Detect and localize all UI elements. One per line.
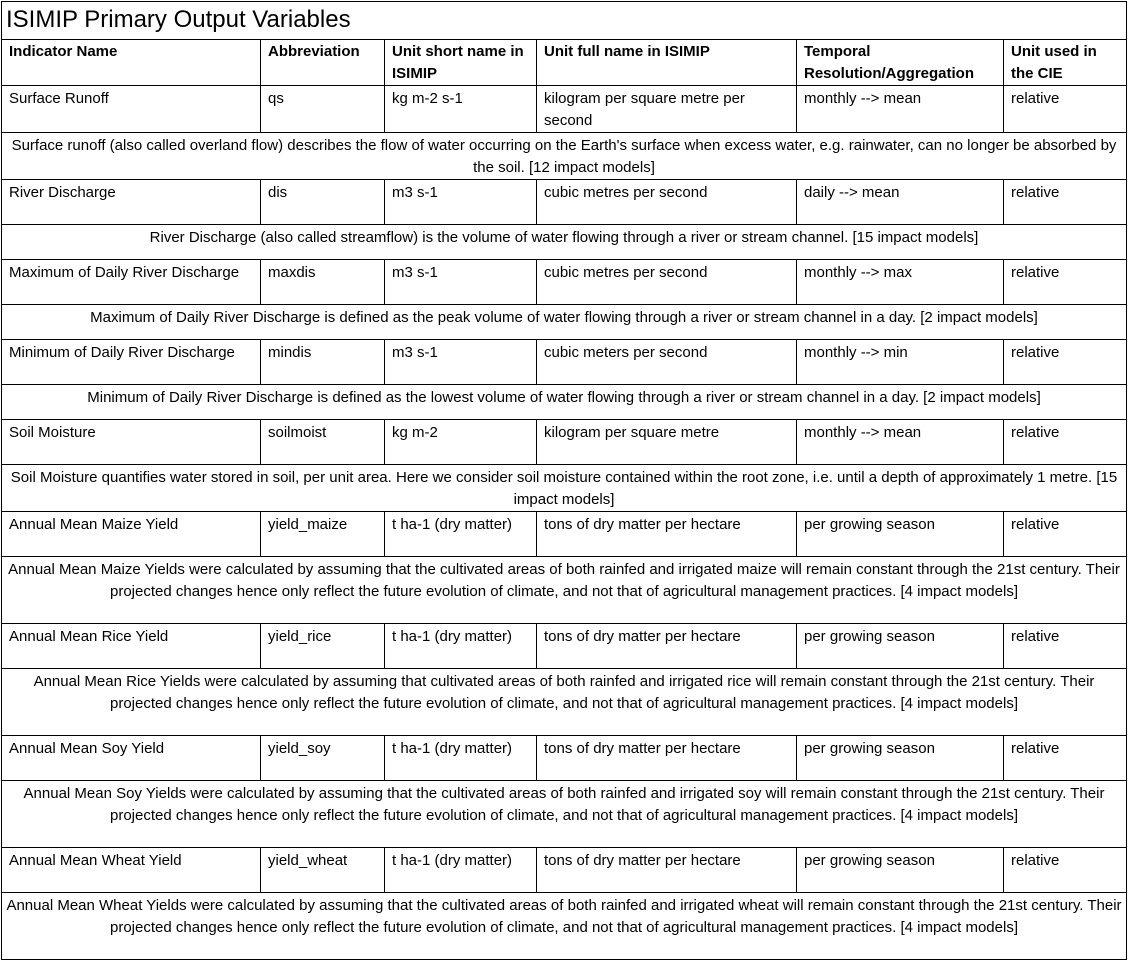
description-row bbox=[2, 465, 1127, 512]
description-row bbox=[2, 225, 1127, 260]
cell-unit-short: kg m-2 s-1 bbox=[385, 86, 537, 133]
cell-temporal: per growing season bbox=[797, 512, 1004, 557]
cell-description: River Discharge (also called streamflow) is the volume of water flowing through a river or stream channel. [15 impact models] bbox=[2, 225, 1127, 260]
cell-unit-cie: relative bbox=[1004, 180, 1127, 225]
cell-indicator-name: Soil Moisture bbox=[2, 420, 261, 465]
cell-temporal: per growing season bbox=[797, 848, 1004, 893]
cell-description: Annual Mean Rice Yields were calculated by assuming that cultivated areas of both rainfed and irrigated rice will remain constant through the 21st century. Their projected changes hence only reflect the future evolution of climate, and not that of agricultural management practices. [4 impact models] bbox=[2, 669, 1127, 736]
header-unit-full-name: Unit full name in ISIMIP bbox=[537, 40, 797, 86]
cell-abbreviation: yield_soy bbox=[261, 736, 385, 781]
cell-unit-short: t ha-1 (dry matter) bbox=[385, 512, 537, 557]
header-unit-short-name: Unit short name in ISIMIP bbox=[385, 40, 537, 86]
cell-indicator-name: River Discharge bbox=[2, 180, 261, 225]
cell-unit-cie: relative bbox=[1004, 736, 1127, 781]
table-row bbox=[2, 260, 1127, 305]
cell-unit-cie: relative bbox=[1004, 260, 1127, 305]
cell-unit-short: m3 s-1 bbox=[385, 340, 537, 385]
cell-unit-cie: relative bbox=[1004, 624, 1127, 669]
header-unit-cie: Unit used in the CIE bbox=[1004, 40, 1127, 86]
cell-indicator-name: Annual Mean Rice Yield bbox=[2, 624, 261, 669]
page-title: ISIMIP Primary Output Variables bbox=[1, 1, 1127, 39]
cell-temporal: per growing season bbox=[797, 624, 1004, 669]
table-row bbox=[2, 180, 1127, 225]
cell-unit-full: kilogram per square metre bbox=[537, 420, 797, 465]
cell-description: Minimum of Daily River Discharge is defined as the lowest volume of water flowing through a river or stream channel in a day. [2 impact models] bbox=[2, 385, 1127, 420]
description-row bbox=[2, 305, 1127, 340]
table-row bbox=[2, 340, 1127, 385]
cell-unit-full: cubic meters per second bbox=[537, 340, 797, 385]
cell-unit-short: kg m-2 bbox=[385, 420, 537, 465]
table-row bbox=[2, 512, 1127, 557]
cell-indicator-name: Annual Mean Soy Yield bbox=[2, 736, 261, 781]
table-row bbox=[2, 420, 1127, 465]
variables-table bbox=[1, 39, 1127, 960]
description-row bbox=[2, 557, 1127, 624]
cell-indicator-name: Annual Mean Maize Yield bbox=[2, 512, 261, 557]
cell-temporal: daily --> mean bbox=[797, 180, 1004, 225]
cell-indicator-name: Maximum of Daily River Discharge bbox=[2, 260, 261, 305]
cell-unit-full: tons of dry matter per hectare bbox=[537, 512, 797, 557]
cell-abbreviation: yield_wheat bbox=[261, 848, 385, 893]
description-row bbox=[2, 781, 1127, 848]
table-row bbox=[2, 736, 1127, 781]
cell-unit-full: tons of dry matter per hectare bbox=[537, 736, 797, 781]
description-row bbox=[2, 385, 1127, 420]
cell-temporal: monthly --> mean bbox=[797, 420, 1004, 465]
cell-abbreviation: qs bbox=[261, 86, 385, 133]
table-row bbox=[2, 624, 1127, 669]
cell-temporal: per growing season bbox=[797, 736, 1004, 781]
cell-abbreviation: maxdis bbox=[261, 260, 385, 305]
cell-description: Maximum of Daily River Discharge is defined as the peak volume of water flowing through a river or stream channel in a day. [2 impact models] bbox=[2, 305, 1127, 340]
cell-temporal: monthly --> max bbox=[797, 260, 1004, 305]
cell-description: Annual Mean Soy Yields were calculated by assuming that the cultivated areas of both rainfed and irrigated soy will remain constant through the 21st century. Their projected changes hence only reflect the future evolution of climate, and not that of agricultural management practices. [4 impact models] bbox=[2, 781, 1127, 848]
cell-temporal: monthly --> mean bbox=[797, 86, 1004, 133]
cell-unit-full: cubic metres per second bbox=[537, 180, 797, 225]
cell-unit-cie: relative bbox=[1004, 86, 1127, 133]
cell-unit-cie: relative bbox=[1004, 420, 1127, 465]
cell-unit-cie: relative bbox=[1004, 848, 1127, 893]
description-row bbox=[2, 893, 1127, 960]
cell-unit-full: cubic metres per second bbox=[537, 260, 797, 305]
cell-unit-cie: relative bbox=[1004, 512, 1127, 557]
cell-unit-short: m3 s-1 bbox=[385, 260, 537, 305]
table-row bbox=[2, 86, 1127, 133]
cell-unit-short: t ha-1 (dry matter) bbox=[385, 736, 537, 781]
cell-unit-full: tons of dry matter per hectare bbox=[537, 624, 797, 669]
table-row bbox=[2, 848, 1127, 893]
description-row bbox=[2, 669, 1127, 736]
header-indicator-name: Indicator Name bbox=[2, 40, 261, 86]
cell-abbreviation: soilmoist bbox=[261, 420, 385, 465]
cell-description: Annual Mean Wheat Yields were calculated by assuming that the cultivated areas of both rainfed and irrigated wheat will remain constant through the 21st century. Their projected changes hence only reflect the future evolution of climate, and not that of agricultural management practices. [4 impact models] bbox=[2, 893, 1127, 960]
cell-unit-cie: relative bbox=[1004, 340, 1127, 385]
cell-abbreviation: mindis bbox=[261, 340, 385, 385]
cell-description: Surface runoff (also called overland flow) describes the flow of water occurring on the Earth's surface when excess water, e.g. rainwater, can no longer be absorbed by the soil. [12 impact models] bbox=[2, 133, 1127, 180]
cell-indicator-name: Annual Mean Wheat Yield bbox=[2, 848, 261, 893]
cell-unit-short: m3 s-1 bbox=[385, 180, 537, 225]
cell-unit-full: tons of dry matter per hectare bbox=[537, 848, 797, 893]
header-row bbox=[2, 40, 1127, 86]
cell-unit-full: kilogram per square metre per second bbox=[537, 86, 797, 133]
cell-description: Soil Moisture quantifies water stored in soil, per unit area. Here we consider soil moisture contained within the root zone, i.e. until a depth of approximately 1 metre. [15 impact models] bbox=[2, 465, 1127, 512]
cell-abbreviation: dis bbox=[261, 180, 385, 225]
cell-unit-short: t ha-1 (dry matter) bbox=[385, 848, 537, 893]
cell-abbreviation: yield_maize bbox=[261, 512, 385, 557]
cell-abbreviation: yield_rice bbox=[261, 624, 385, 669]
cell-unit-short: t ha-1 (dry matter) bbox=[385, 624, 537, 669]
description-row bbox=[2, 133, 1127, 180]
header-abbreviation: Abbreviation bbox=[261, 40, 385, 86]
cell-indicator-name: Surface Runoff bbox=[2, 86, 261, 133]
cell-temporal: monthly --> min bbox=[797, 340, 1004, 385]
header-temporal-resolution: Temporal Resolution/Aggregation bbox=[797, 40, 1004, 86]
cell-description: Annual Mean Maize Yields were calculated by assuming that the cultivated areas of both rainfed and irrigated maize will remain constant through the 21st century. Their projected changes hence only reflect the future evolution of climate, and not that of agricultural management practices. [4 impact models] bbox=[2, 557, 1127, 624]
document-page bbox=[1, 1, 1127, 961]
cell-indicator-name: Minimum of Daily River Discharge bbox=[2, 340, 261, 385]
